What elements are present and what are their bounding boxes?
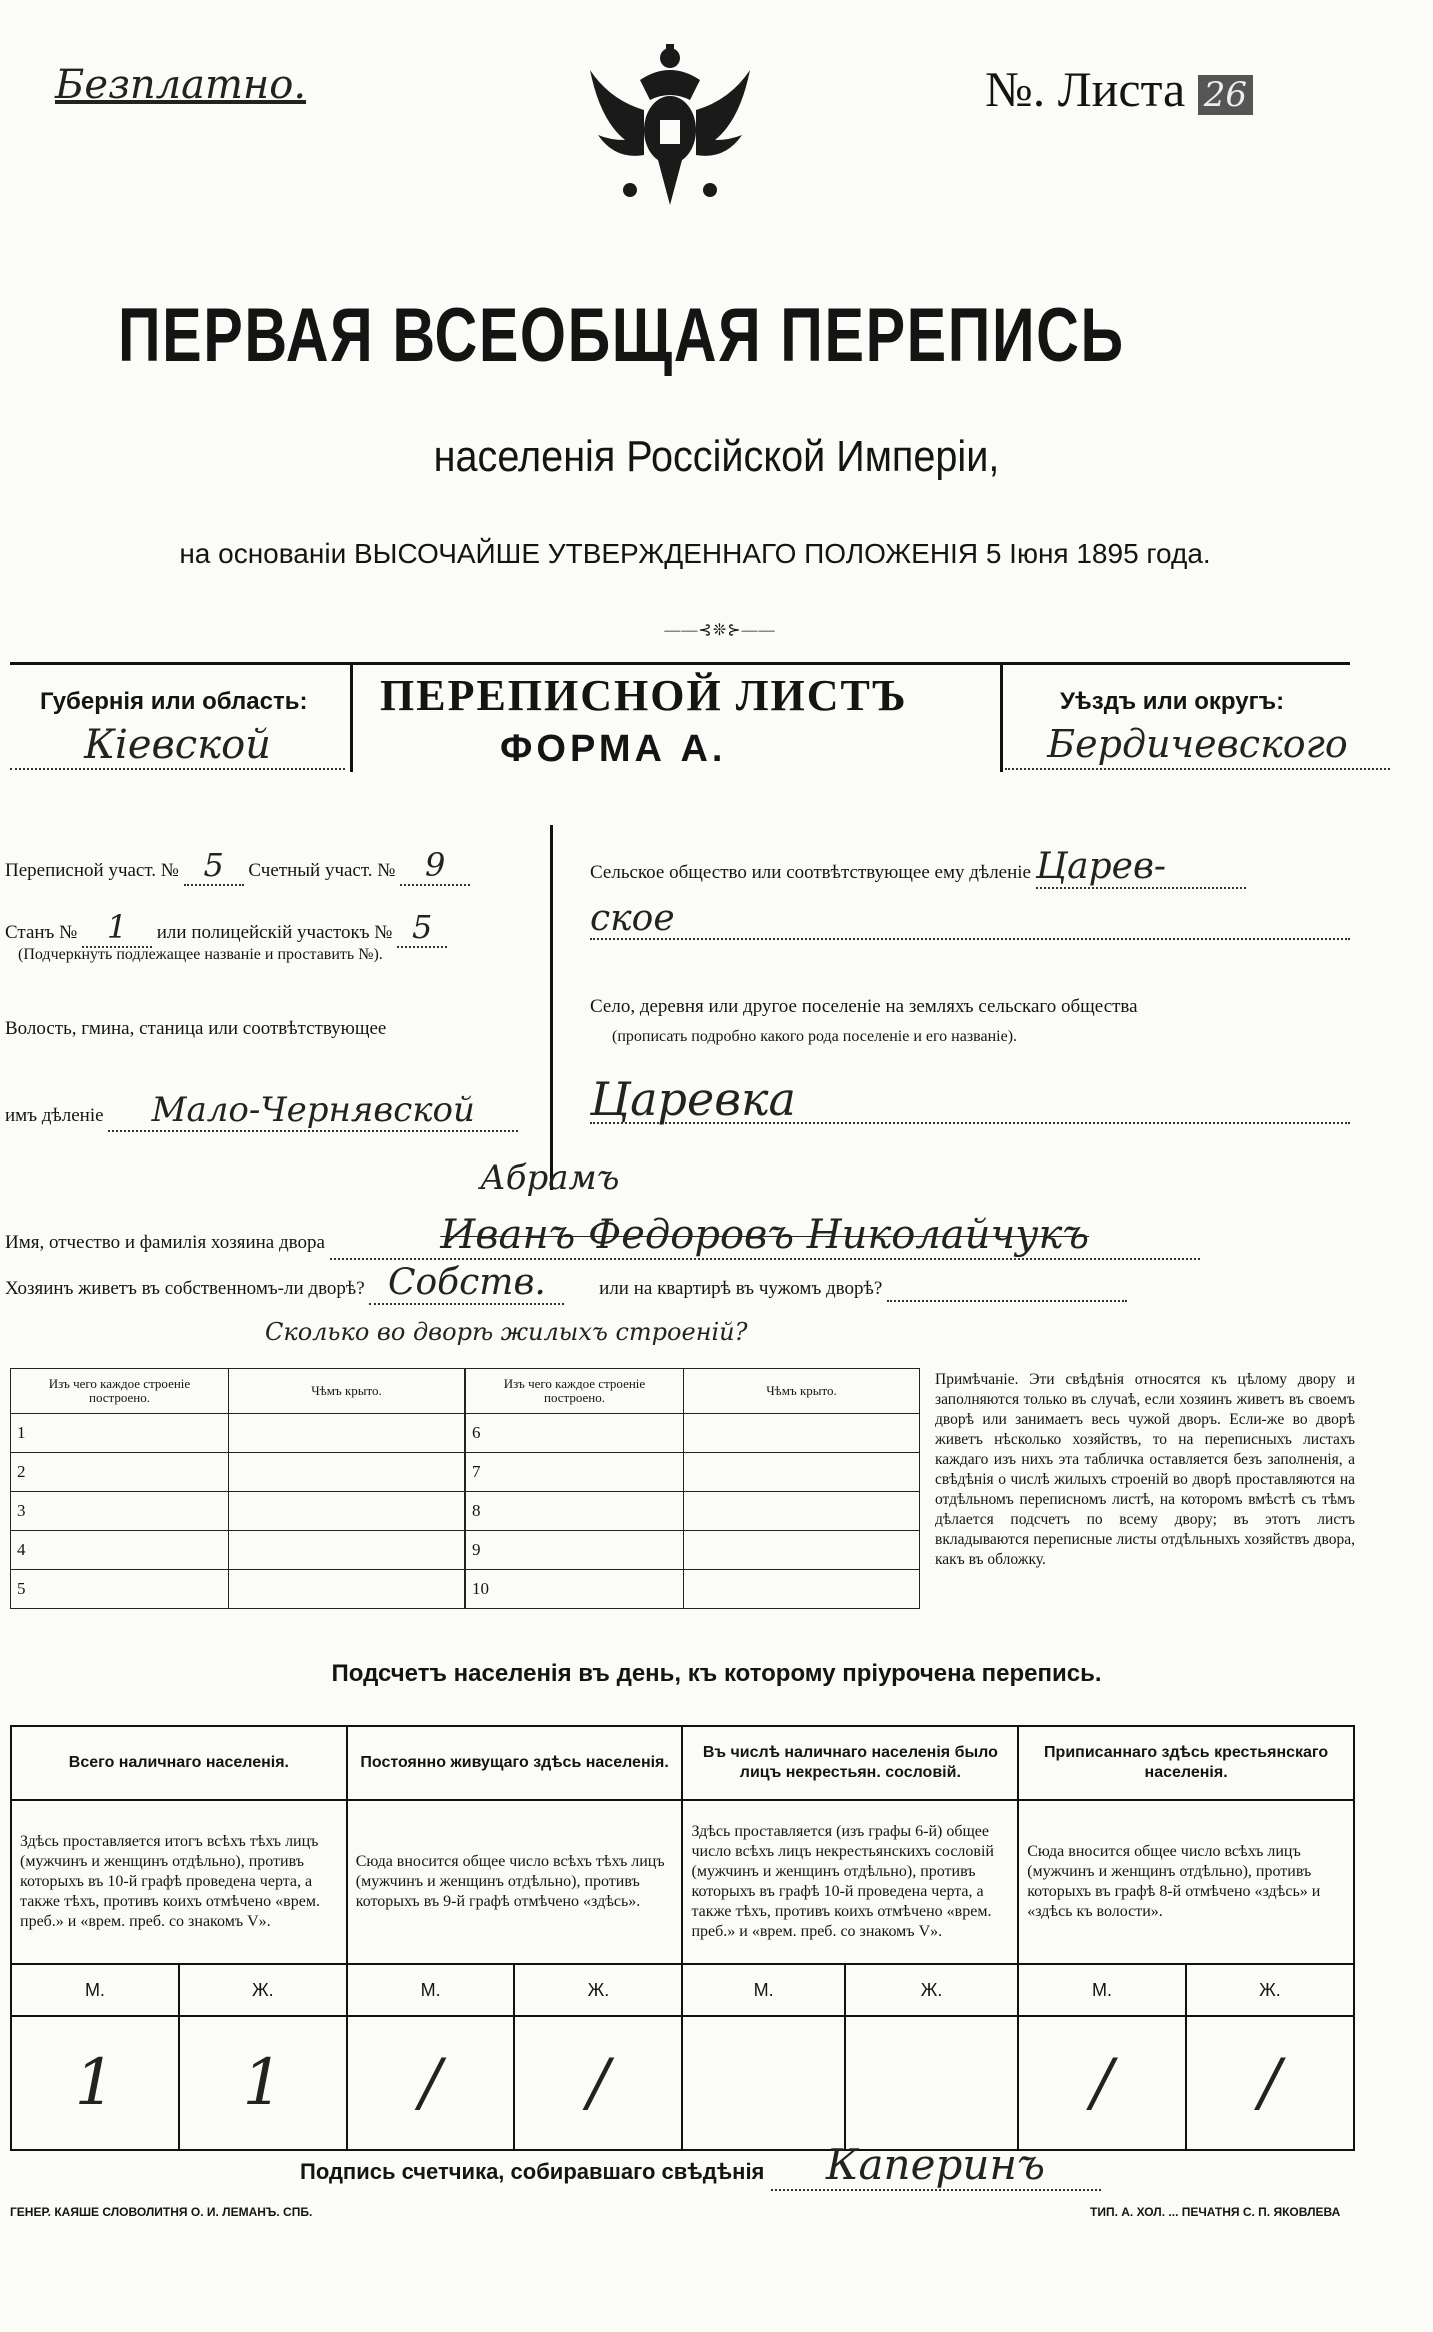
district-label: Уѣздъ или округъ: — [1060, 688, 1285, 715]
row-number: 3 — [11, 1492, 229, 1531]
buildings-col-roof: Чѣмъ крыто. — [229, 1369, 465, 1414]
society-row — [590, 846, 1246, 889]
owner-name-row — [5, 1212, 1200, 1260]
signature-value: Каперинъ — [771, 2140, 1101, 2191]
table-row — [466, 1570, 920, 1609]
buildings-table-left — [10, 1368, 465, 1609]
volost-value: Мало-Чернявской — [108, 1090, 518, 1132]
owner-apartment-label: или на квартирѣ въ чужомъ дворѣ? — [599, 1278, 883, 1299]
female-label: Ж. — [179, 1964, 347, 2016]
sheet-label: №. Листа — [985, 61, 1186, 117]
legal-basis: на основаніи ВЫСОЧАЙШЕ УТВЕРЖДЕННАГО ПОЛОЖЕНІЯ 5 Іюня 1895 года. — [179, 538, 1211, 569]
stan-label: Станъ № — [5, 922, 78, 943]
pop-non-peasant-female — [845, 2016, 1018, 2150]
table-row — [466, 1531, 920, 1570]
male-label: М. — [682, 1964, 844, 2016]
form-letter: ФОРМА А. — [500, 728, 727, 770]
society-value-1: Царев- — [1036, 846, 1246, 889]
census-section-value: 5 — [184, 846, 244, 886]
page-title: ПЕРВАЯ ВСЕОБЩАЯ ПЕРЕПИСЬ — [118, 293, 1125, 378]
sheet-number-label — [985, 60, 1253, 118]
count-section-label: Счетный участ. № — [248, 860, 396, 881]
pop-registered-male: / — [1018, 2016, 1186, 2150]
table-row — [466, 1453, 920, 1492]
owner-name-value: Иванъ Федоровъ Николайчукъ — [330, 1212, 1200, 1260]
pop-non-peasant-male — [682, 2016, 844, 2150]
signature-label: Подпись счетчика, собиравшаго свѣдѣнія — [300, 2159, 765, 2184]
province-value: Кіевской — [10, 722, 345, 770]
owner-apartment-value — [887, 1278, 1127, 1302]
row-number: 7 — [466, 1453, 684, 1492]
stan-value: 1 — [82, 908, 152, 948]
village-value: Царевка — [590, 1072, 1350, 1124]
owner-lives-row — [5, 1262, 1127, 1305]
buildings-note: Примѣчаніе. Эти свѣдѣнія относятся къ цѣлому двору и заполняются только въ случаѣ, если хозяинъ живетъ въ своемъ дворѣ или занимаетъ весь чужой дворъ. Если-же во дворѣ живетъ нѣсколько хозяйствъ, то на переписныхъ листахъ каждаго изъ нихъ эта табличка оставляется безъ заполненія, а свѣдѣнія о числѣ жилыхъ строеній во дворѣ проставляются на отдѣльномъ переписномъ листѣ, на которомъ вмѣстѣ съ тѣмъ дѣлается подсчетъ по всему двору; въ этотъ листъ вкладываются переписные листы отдѣльныхъ хозяйствъ двора, какъ въ обложку. — [935, 1371, 1355, 1568]
row-number: 8 — [466, 1492, 684, 1531]
pop-total-female: 1 — [179, 2016, 347, 2150]
underline-note: (Подчеркнуть подлежащее названіе и проставить №). — [18, 946, 383, 963]
form-title: ПЕРЕПИСНОЙ ЛИСТЪ — [380, 671, 908, 720]
row-number: 5 — [11, 1570, 229, 1609]
stan-row — [5, 908, 447, 948]
police-value: 5 — [397, 908, 447, 948]
row-number: 9 — [466, 1531, 684, 1570]
pop-desc-registered: Сюда вносится общее число всѣхъ лицъ (мужчинъ и женщинъ отдѣльно), противъ которыхъ въ графѣ 8-й отмѣчено «здѣсь» и «здѣсь къ волости». — [1018, 1800, 1354, 1964]
district-value: Бердичевского — [1005, 722, 1390, 770]
village-label: Село, деревня или другое поселеніе на земляхъ сельскаго общества — [590, 996, 1138, 1017]
pop-registered-female: / — [1186, 2016, 1354, 2150]
male-label: М. — [347, 1964, 515, 2016]
table-row — [466, 1492, 920, 1531]
block-divider — [550, 825, 553, 1190]
table-row — [11, 1531, 465, 1570]
free-label: Безплатно. — [55, 62, 307, 108]
imperial-eagle-emblem — [570, 40, 770, 210]
buildings-col-material: Изъ чего каждое строеніе построено. — [466, 1369, 684, 1414]
census-section-label: Переписной участ. № — [5, 860, 179, 881]
row-number: 6 — [466, 1414, 684, 1453]
row-number: 4 — [11, 1531, 229, 1570]
owner-lives-value: Собств. — [369, 1262, 564, 1305]
table-row — [466, 1414, 920, 1453]
owner-name-correction: Абрамъ — [480, 1158, 620, 1198]
sheet-number-value: 26 — [1198, 75, 1253, 115]
volost-label-2: имъ дѣленіе — [5, 1105, 104, 1126]
form-top-rule — [10, 662, 1350, 665]
census-section-row — [5, 846, 470, 886]
pop-permanent-male: / — [347, 2016, 515, 2150]
footer-right-printer: ТИП. А. ХОЛ. ... ПЕЧАТНЯ С. П. ЯКОВЛЕВА — [1090, 2205, 1341, 2219]
table-row — [11, 1414, 465, 1453]
form-divider-right — [1000, 662, 1003, 772]
village-note: (прописать подробно какого рода поселеніе и его названіе). — [612, 1028, 1018, 1045]
signature-row — [300, 2140, 1101, 2191]
female-label: Ж. — [845, 1964, 1018, 2016]
population-table — [10, 1725, 1355, 2151]
page-subtitle: населенія Россійской Имперіи, — [433, 432, 1000, 481]
owner-name-label: Имя, отчество и фамилія хозяина двора — [5, 1232, 325, 1253]
female-label: Ж. — [514, 1964, 682, 2016]
footer-left-printer: ГЕНЕР. КАЯШЕ СЛОВОЛИТНЯ О. И. ЛЕМАНЪ. СПБ. — [10, 2205, 313, 2219]
owner-lives-label: Хозяинъ живетъ въ собственномъ-ли дворѣ? — [5, 1278, 365, 1299]
female-label: Ж. — [1186, 1964, 1354, 2016]
province-label: Губернія или область: — [40, 688, 308, 715]
male-label: М. — [1018, 1964, 1186, 2016]
pop-desc-permanent: Сюда вносится общее число всѣхъ тѣхъ лицъ (мужчинъ и женщинъ отдѣльно), противъ которыхъ въ 9-й графѣ отмѣчено «здѣсь». — [347, 1800, 683, 1964]
table-row — [11, 1492, 465, 1531]
pop-head-non-peasant: Въ числѣ наличнаго населенія было лицъ некрестьян. сословій. — [682, 1726, 1018, 1800]
row-number: 10 — [466, 1570, 684, 1609]
buildings-table-right — [465, 1368, 920, 1609]
form-divider-left — [350, 662, 353, 772]
society-value-2: ское — [590, 898, 1350, 940]
police-label: или полицейскій участокъ № — [156, 922, 393, 943]
volost-row — [5, 1090, 518, 1132]
male-label: М. — [11, 1964, 179, 2016]
pop-head-registered: Приписаннаго здѣсь крестьянскаго населенія. — [1018, 1726, 1354, 1800]
volost-label-1: Волость, гмина, станица или соотвѣтствующее — [5, 1018, 387, 1039]
pop-desc-total: Здѣсь проставляется итогъ всѣхъ тѣхъ лицъ (мужчинъ и женщинъ отдѣльно), противъ которыхъ въ 10-й графѣ проведена черта, а также тѣхъ, противъ коихъ отмѣчено «врем. преб.» и «врем. преб. со знакомъ V». — [11, 1800, 347, 1964]
table-row — [11, 1453, 465, 1492]
buildings-title: Сколько во дворѣ жилыхъ строеній? — [265, 1318, 748, 1346]
row-number: 1 — [11, 1414, 229, 1453]
pop-head-total: Всего наличнаго населенія. — [11, 1726, 347, 1800]
table-row — [11, 1570, 465, 1609]
buildings-col-material: Изъ чего каждое строеніе построено. — [11, 1369, 229, 1414]
ornament-divider: ——⊰❊⊱—— — [664, 622, 776, 639]
pop-head-permanent: Постоянно живущаго здѣсь населенія. — [347, 1726, 683, 1800]
pop-desc-non-peasant: Здѣсь проставляется (изъ графы 6-й) общее число всѣхъ лицъ некрестьянскихъ сословій (мужчинъ и женщинъ отдѣльно), противъ которыхъ въ графѣ 10-й проведена черта, а также тѣхъ, противъ коихъ отмѣчено «врем. преб.» и «врем. преб. со знакомъ V». — [682, 1800, 1018, 1964]
society-label: Сельское общество или соотвѣтствующее ему дѣленіе — [590, 862, 1031, 883]
count-section-value: 9 — [400, 846, 470, 886]
population-title: Подсчетъ населенія въ день, къ которому пріурочена перепись. — [331, 1660, 1102, 1687]
row-number: 2 — [11, 1453, 229, 1492]
buildings-col-roof: Чѣмъ крыто. — [684, 1369, 920, 1414]
pop-permanent-female: / — [514, 2016, 682, 2150]
pop-total-male: 1 — [11, 2016, 179, 2150]
